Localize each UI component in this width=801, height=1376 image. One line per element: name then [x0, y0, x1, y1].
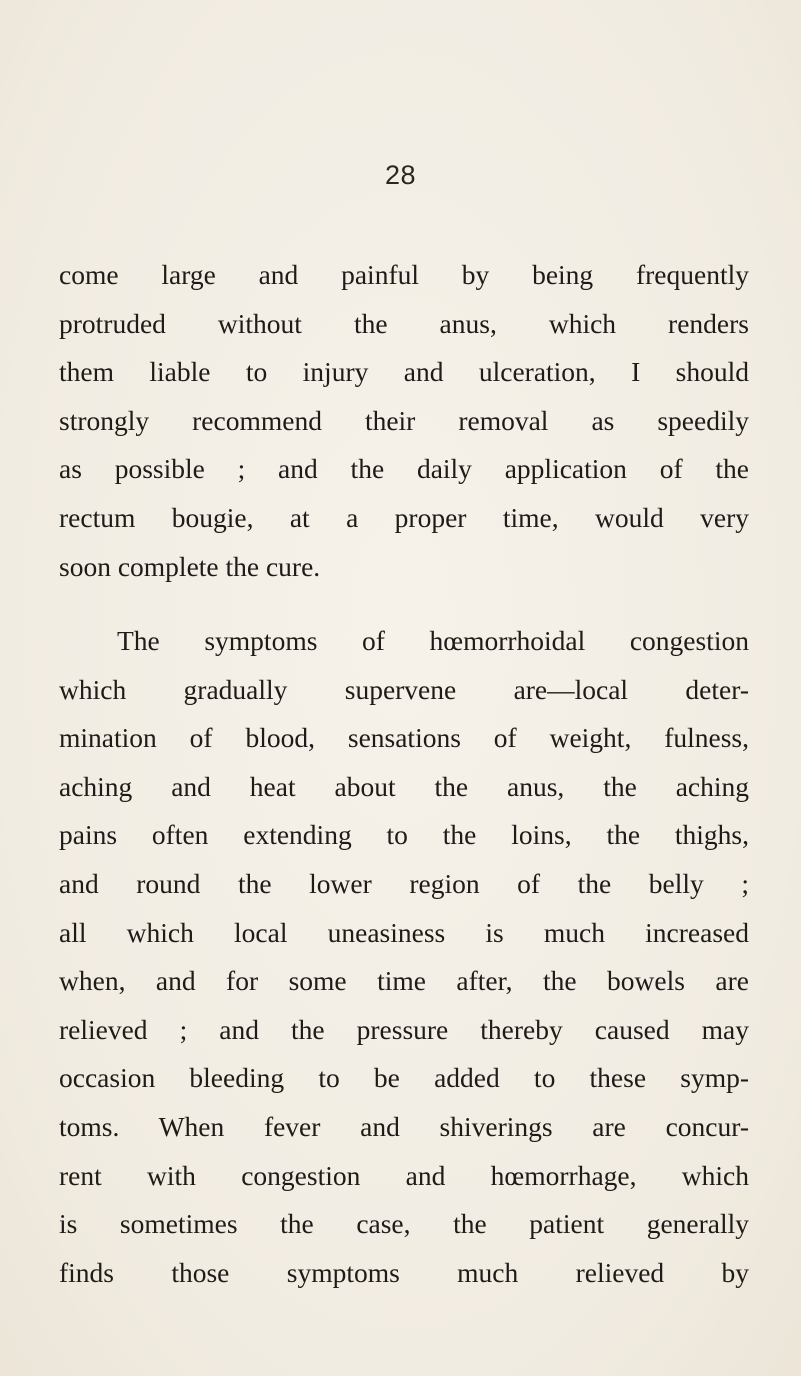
- text-line: rent with congestion and hœmorrhage, which: [59, 1159, 749, 1191]
- text-line: rectum bougie, at a proper time, would very: [59, 501, 749, 533]
- text-line: toms. When fever and shiverings are concur-: [59, 1110, 749, 1142]
- text-line: The symptoms of hœmorrhoidal congestion: [117, 625, 749, 656]
- text-line: which gradually supervene are—local deter-: [59, 673, 749, 705]
- text-line: come large and painful by being frequently: [59, 259, 749, 290]
- text-line: when, and for some time after, the bowels are: [59, 965, 749, 997]
- text-line: and round the lower region of the belly ;: [59, 867, 749, 899]
- text-line: finds those symptoms much relieved by: [59, 1256, 749, 1288]
- text-line: pains often extending to the loins, the thighs,: [59, 819, 749, 851]
- text-line: is sometimes the case, the patient generally: [59, 1208, 749, 1240]
- page-number: 28: [384, 160, 417, 190]
- text-line: occasion bleeding to be added to these symp-: [59, 1062, 749, 1094]
- text-line: aching and heat about the anus, the aching: [59, 770, 749, 802]
- text-line: as possible ; and the daily application of the: [59, 453, 749, 485]
- paragraph-2: [59, 617, 749, 1297]
- text-line: protruded without the anus, which renders: [59, 307, 749, 339]
- text-line: soon complete the cure.: [59, 550, 321, 582]
- text-line: relieved ; and the pressure thereby caused may: [59, 1013, 749, 1045]
- text-line: them liable to injury and ulceration, I should: [59, 356, 749, 388]
- text-line: all which local uneasiness is much increased: [59, 916, 749, 948]
- text-line: strongly recommend their removal as speedily: [59, 404, 749, 436]
- text-line: mination of blood, sensations of weight, fulness,: [59, 722, 749, 754]
- paragraph-1: [59, 251, 749, 591]
